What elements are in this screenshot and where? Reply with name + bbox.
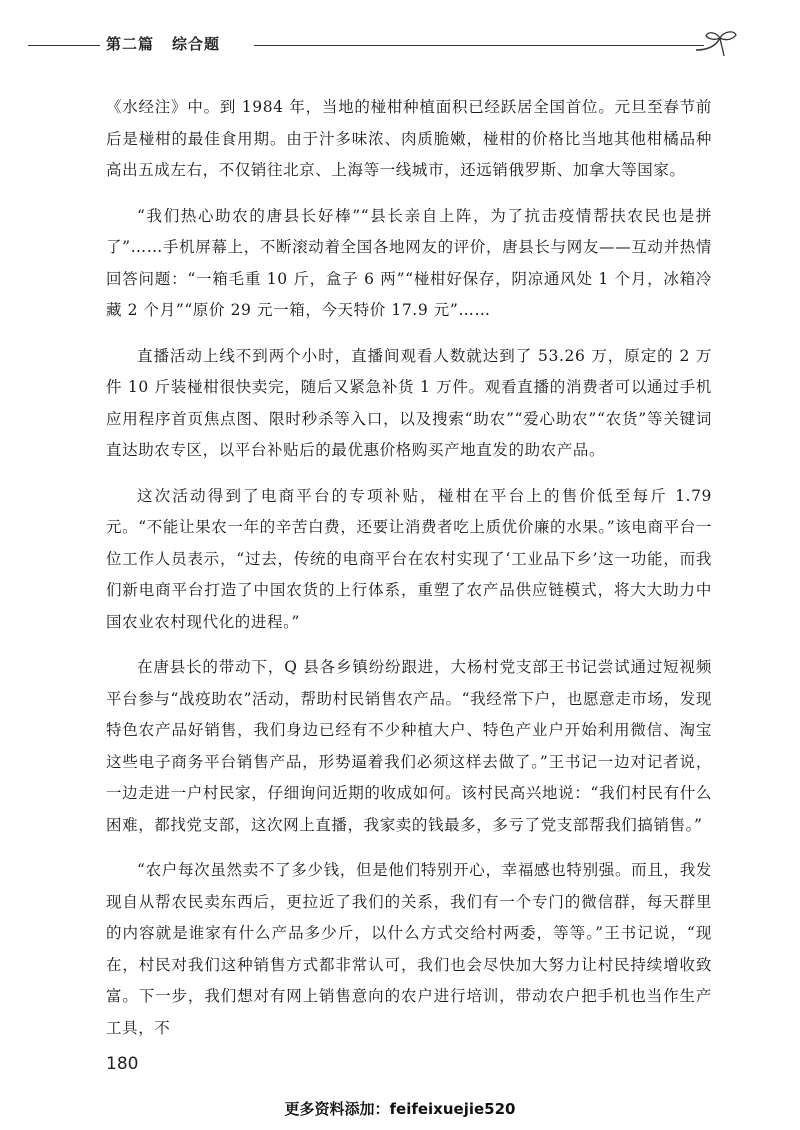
paragraph-4: 这次活动得到了电商平台的专项补贴，椪柑在平台上的售价低至每斤 1.79 元。“不能让果农一年的辛苦白费，还要让消费者吃上质优价廉的水果。”该电商平台一位工作人员表示，“过去，传统的电商平台在农村实现了‘工业品下乡’这一功能，而我们新电商平台打造了中国农货的上行体系，重塑了农产品供应链模式，将大大助力中国农业农村现代化的进程。” — [106, 486, 712, 631]
paragraph-3: 直播活动上线不到两个小时，直播间观看人数就达到了 53.26 万，原定的 2 万件 10 斤装椪柑很快卖完，随后又紧急补货 1 万件。观看直播的消费者可以通过手机应用程序首页焦点图、限时秒杀等入口，以及搜索“助农”“爱心助农”“农货”等关键词直达助农专区，以平台补贴后的最优惠价格购买产地直发的助农产品。 — [106, 346, 712, 459]
header-rule-right — [254, 45, 704, 46]
header-title — [106, 33, 220, 54]
sprout-icon — [694, 28, 740, 58]
paragraph-1: 《水经注》中。到 1984 年，当地的椪柑种植面积已经跃居全国首位。元旦至春节前后是椪柑的最佳食用期。由于汁多味浓、肉质脆嫩，椪柑的价格比当地其他柑橘品种高出五成左右，不仅销往北京、上海等一线城市，还远销俄罗斯、加拿大等国家。 — [106, 98, 712, 179]
paragraph-5: 在唐县长的带动下，Q 县各乡镇纷纷跟进，大杨村党支部王书记尝试通过短视频平台参与“战疫助农”活动，帮助村民销售农产品。“我经常下户，也愿意走市场，发现特色农产品好销售，我们身边已经有不少种植大户、特色产业户开始利用微信、淘宝这些电子商务平台销售产品，形势逼着我们必须这样去做了。”王书记一边对记者说，一边走进一户村民家，仔细询问近期的收成如何。该村民高兴地说：“我们村民有什么困难，都找党支部，这次网上直播，我家卖的钱最多，多亏了党支部帮我们搞销售。” — [106, 658, 712, 834]
paragraph-6: “农户每次虽然卖不了多少钱，但是他们特别开心，幸福感也特别强。而且，我发现自从帮农民卖东西后，更拉近了我们的关系，我们有一个专门的微信群，每天群里的内容就是谁家有什么产品多少斤，以什么方式交给村两委，等等。”王书记说，“现在，村民对我们这种销售方式都非常认可，我们也会尽快加大努力让村民持续增收致富。下一步，我们想对有网上销售意向的农户进行培训，带动农户把手机也当作生产工具，不 — [106, 861, 712, 1037]
header-part: 第二篇 — [106, 35, 155, 53]
header-rule-left — [28, 45, 100, 46]
running-header — [28, 28, 758, 58]
page-number: 180 — [106, 1054, 139, 1074]
watermark-text: 更多资料添加：feifeixuejie520 — [284, 1100, 516, 1118]
article-body — [106, 92, 712, 1058]
header-section: 综合题 — [172, 35, 221, 53]
paragraph-2: “我们热心助农的唐县长好棒”“县长亲自上阵，为了抗击疫情帮扶农民也是拼了”……手机屏幕上，不断滚动着全国各地网友的评价，唐县长与网友——互动并热情回答问题：“一箱毛重 10 斤，盒子 6 两”“椪柑好保存，阴凉通风处 1 个月，冰箱冷藏 2 个月”“原价 29 元一箱，今天特价 17.9 元”…… — [106, 206, 712, 319]
